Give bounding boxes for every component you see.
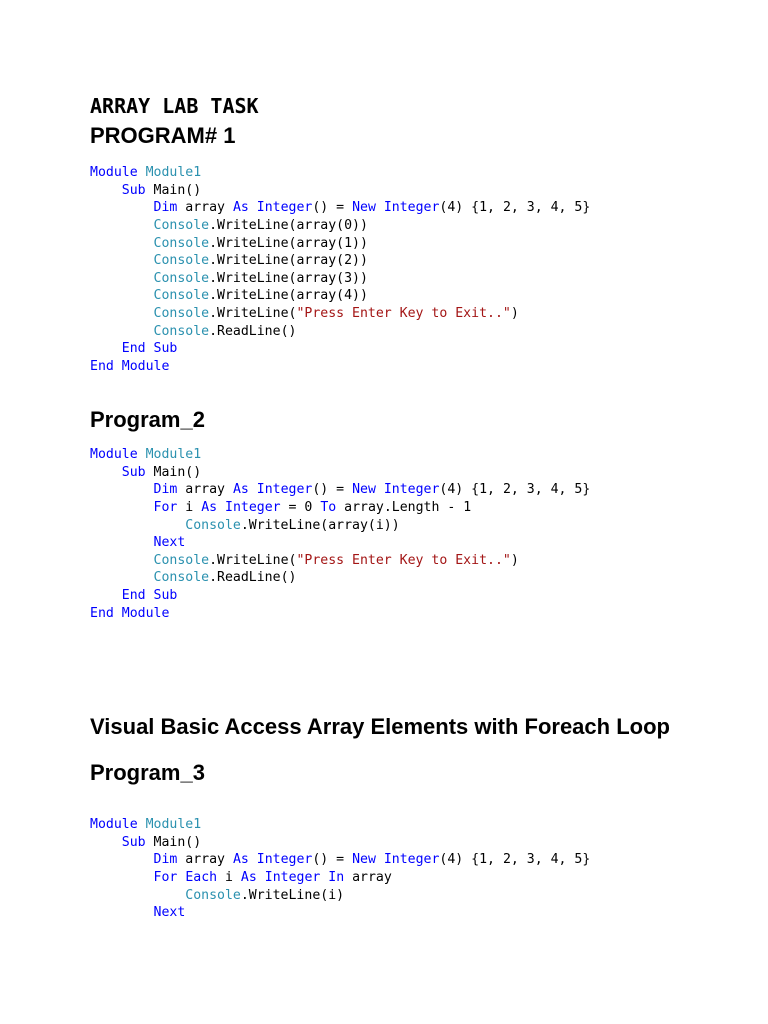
code-token: [90, 271, 154, 286]
code-token: .ReadLine(): [209, 323, 297, 339]
code-token: Module: [90, 817, 138, 832]
code-token: For: [153, 499, 178, 515]
code-line: [90, 499, 590, 517]
code-token: Integer: [264, 869, 321, 885]
code-token: i: [217, 869, 241, 885]
code-token: ): [510, 552, 519, 568]
code-token: [114, 606, 122, 621]
program2-heading: Program_2: [90, 407, 205, 432]
code-token: Sub: [121, 464, 146, 480]
code-token: Console: [153, 235, 210, 251]
code-token: [138, 165, 146, 180]
code-token: Integer: [256, 852, 313, 868]
code-token: [138, 447, 146, 462]
code-token: [90, 905, 154, 920]
code-token: Main(): [145, 464, 202, 480]
code-token: [376, 482, 384, 497]
code-token: .WriteLine(array(2)): [209, 253, 368, 269]
code-line: [90, 446, 590, 464]
code-token: [90, 852, 154, 867]
code-token: As: [232, 482, 249, 498]
code-token: Module: [90, 165, 138, 180]
code-token: [138, 817, 146, 832]
code-token: End: [90, 605, 114, 621]
code-token: i: [177, 499, 202, 515]
code-token: Sub: [121, 834, 146, 850]
code-token: Console: [153, 217, 210, 233]
code-line: [90, 552, 590, 570]
code-token: array: [177, 852, 233, 868]
code-token: Module1: [145, 817, 202, 832]
code-token: array.Length - 1: [336, 499, 472, 515]
code-block-program2: [90, 446, 590, 622]
program1-heading: PROGRAM# 1: [90, 123, 236, 148]
code-token: Dim: [153, 852, 178, 868]
code-token: As: [232, 852, 249, 868]
code-token: [257, 870, 265, 885]
code-token: [217, 500, 225, 515]
code-token: End: [90, 359, 114, 375]
code-line: [90, 323, 590, 341]
code-token: Dim: [153, 482, 178, 498]
code-line: [90, 287, 590, 305]
code-token: Console: [185, 887, 241, 903]
code-line: [90, 851, 590, 869]
code-token: () =: [312, 852, 353, 868]
code-token: .WriteLine(array(i)): [240, 517, 400, 533]
code-line: [90, 340, 590, 358]
code-token: [90, 482, 154, 497]
code-line: [90, 887, 590, 905]
code-token: .WriteLine(array(4)): [209, 288, 368, 304]
code-line: [90, 252, 590, 270]
code-token: .WriteLine(array(1)): [209, 235, 368, 251]
code-token: Each: [185, 869, 218, 885]
code-token: array: [177, 482, 233, 498]
code-token: [90, 183, 122, 198]
code-token: [146, 588, 154, 603]
code-token: Module: [121, 605, 170, 621]
code-token: Console: [153, 570, 210, 586]
code-token: Next: [153, 905, 186, 921]
code-block-program3: [90, 816, 590, 922]
code-token: (4) {1, 2, 3, 4, 5}: [439, 852, 591, 868]
program3-heading: Program_3: [90, 760, 205, 785]
code-line: [90, 464, 590, 482]
document-title: ARRAY LAB TASK: [90, 94, 259, 118]
code-token: As: [201, 499, 218, 515]
code-token: [90, 341, 122, 356]
code-token: Console: [153, 323, 210, 339]
code-line: [90, 270, 590, 288]
code-line: [90, 605, 590, 623]
code-line: [90, 569, 590, 587]
code-token: Next: [153, 535, 186, 551]
code-token: Module1: [145, 165, 202, 180]
code-token: Main(): [145, 182, 202, 198]
code-block-program1: [90, 164, 590, 376]
code-token: array: [177, 200, 233, 216]
code-token: Console: [153, 288, 210, 304]
code-token: [249, 200, 257, 215]
code-token: [249, 482, 257, 497]
code-token: Integer: [383, 482, 440, 498]
code-token: [90, 253, 154, 268]
code-line: [90, 587, 590, 605]
code-token: .WriteLine(i): [240, 887, 345, 903]
code-token: [90, 518, 185, 533]
code-token: (4) {1, 2, 3, 4, 5}: [439, 482, 591, 498]
code-token: .WriteLine(: [209, 552, 297, 568]
code-line: [90, 834, 590, 852]
code-token: To: [320, 499, 337, 515]
code-token: New: [352, 482, 376, 498]
code-token: "Press Enter Key to Exit..": [296, 306, 511, 322]
code-token: [90, 465, 122, 480]
code-token: [90, 870, 154, 885]
code-token: Console: [153, 552, 210, 568]
code-token: In: [328, 869, 345, 885]
code-token: (4) {1, 2, 3, 4, 5}: [439, 200, 591, 216]
code-token: New: [352, 852, 376, 868]
code-token: .ReadLine(): [209, 570, 297, 586]
code-token: [90, 324, 154, 339]
code-token: Integer: [383, 852, 440, 868]
code-token: () =: [312, 482, 353, 498]
code-line: [90, 199, 590, 217]
code-line: [90, 235, 590, 253]
code-token: [146, 341, 154, 356]
code-token: Console: [153, 306, 210, 322]
code-line: [90, 534, 590, 552]
code-token: [90, 306, 154, 321]
code-token: Module1: [145, 447, 202, 462]
code-token: [90, 200, 154, 215]
code-token: [90, 236, 154, 251]
code-line: [90, 358, 590, 376]
code-token: [114, 359, 122, 374]
code-token: () =: [312, 200, 353, 216]
code-token: [90, 588, 122, 603]
code-token: [90, 535, 154, 550]
code-token: Console: [185, 517, 241, 533]
code-token: End: [121, 341, 146, 357]
code-line: [90, 182, 590, 200]
code-token: "Press Enter Key to Exit..": [296, 552, 511, 568]
code-token: End: [121, 588, 146, 604]
code-token: Main(): [145, 834, 202, 850]
code-token: [249, 852, 257, 867]
code-token: Module: [121, 359, 170, 375]
code-token: Sub: [153, 341, 178, 357]
code-line: [90, 869, 590, 887]
code-token: Integer: [225, 499, 281, 515]
code-token: [90, 835, 122, 850]
code-token: array: [344, 869, 392, 885]
code-token: As: [240, 869, 257, 885]
code-token: .WriteLine(array(0)): [209, 217, 368, 233]
code-token: [90, 553, 154, 568]
code-token: Integer: [256, 482, 313, 498]
code-token: = 0: [280, 499, 321, 515]
code-line: [90, 164, 590, 182]
code-token: Console: [153, 253, 210, 269]
code-token: [90, 218, 154, 233]
code-line: [90, 904, 590, 922]
code-line: [90, 816, 590, 834]
code-token: [90, 888, 185, 903]
code-token: [376, 200, 384, 215]
code-line: [90, 481, 590, 499]
code-token: .WriteLine(array(3)): [209, 270, 368, 286]
code-token: Console: [153, 270, 210, 286]
code-token: .WriteLine(: [209, 306, 297, 322]
code-token: [376, 852, 384, 867]
code-token: Module: [90, 447, 138, 462]
code-token: Sub: [153, 588, 178, 604]
code-token: Sub: [121, 182, 146, 198]
code-line: [90, 517, 590, 535]
code-line: [90, 217, 590, 235]
code-token: Dim: [153, 200, 178, 216]
section-heading: Visual Basic Access Array Elements with Foreach Loop: [90, 714, 670, 739]
code-token: New: [352, 200, 376, 216]
code-token: Integer: [383, 200, 440, 216]
code-token: [90, 288, 154, 303]
code-token: Integer: [256, 200, 313, 216]
code-token: [90, 570, 154, 585]
code-token: As: [232, 200, 249, 216]
code-token: [90, 500, 154, 515]
code-token: For: [153, 869, 178, 885]
code-token: ): [510, 306, 519, 322]
code-line: [90, 305, 590, 323]
